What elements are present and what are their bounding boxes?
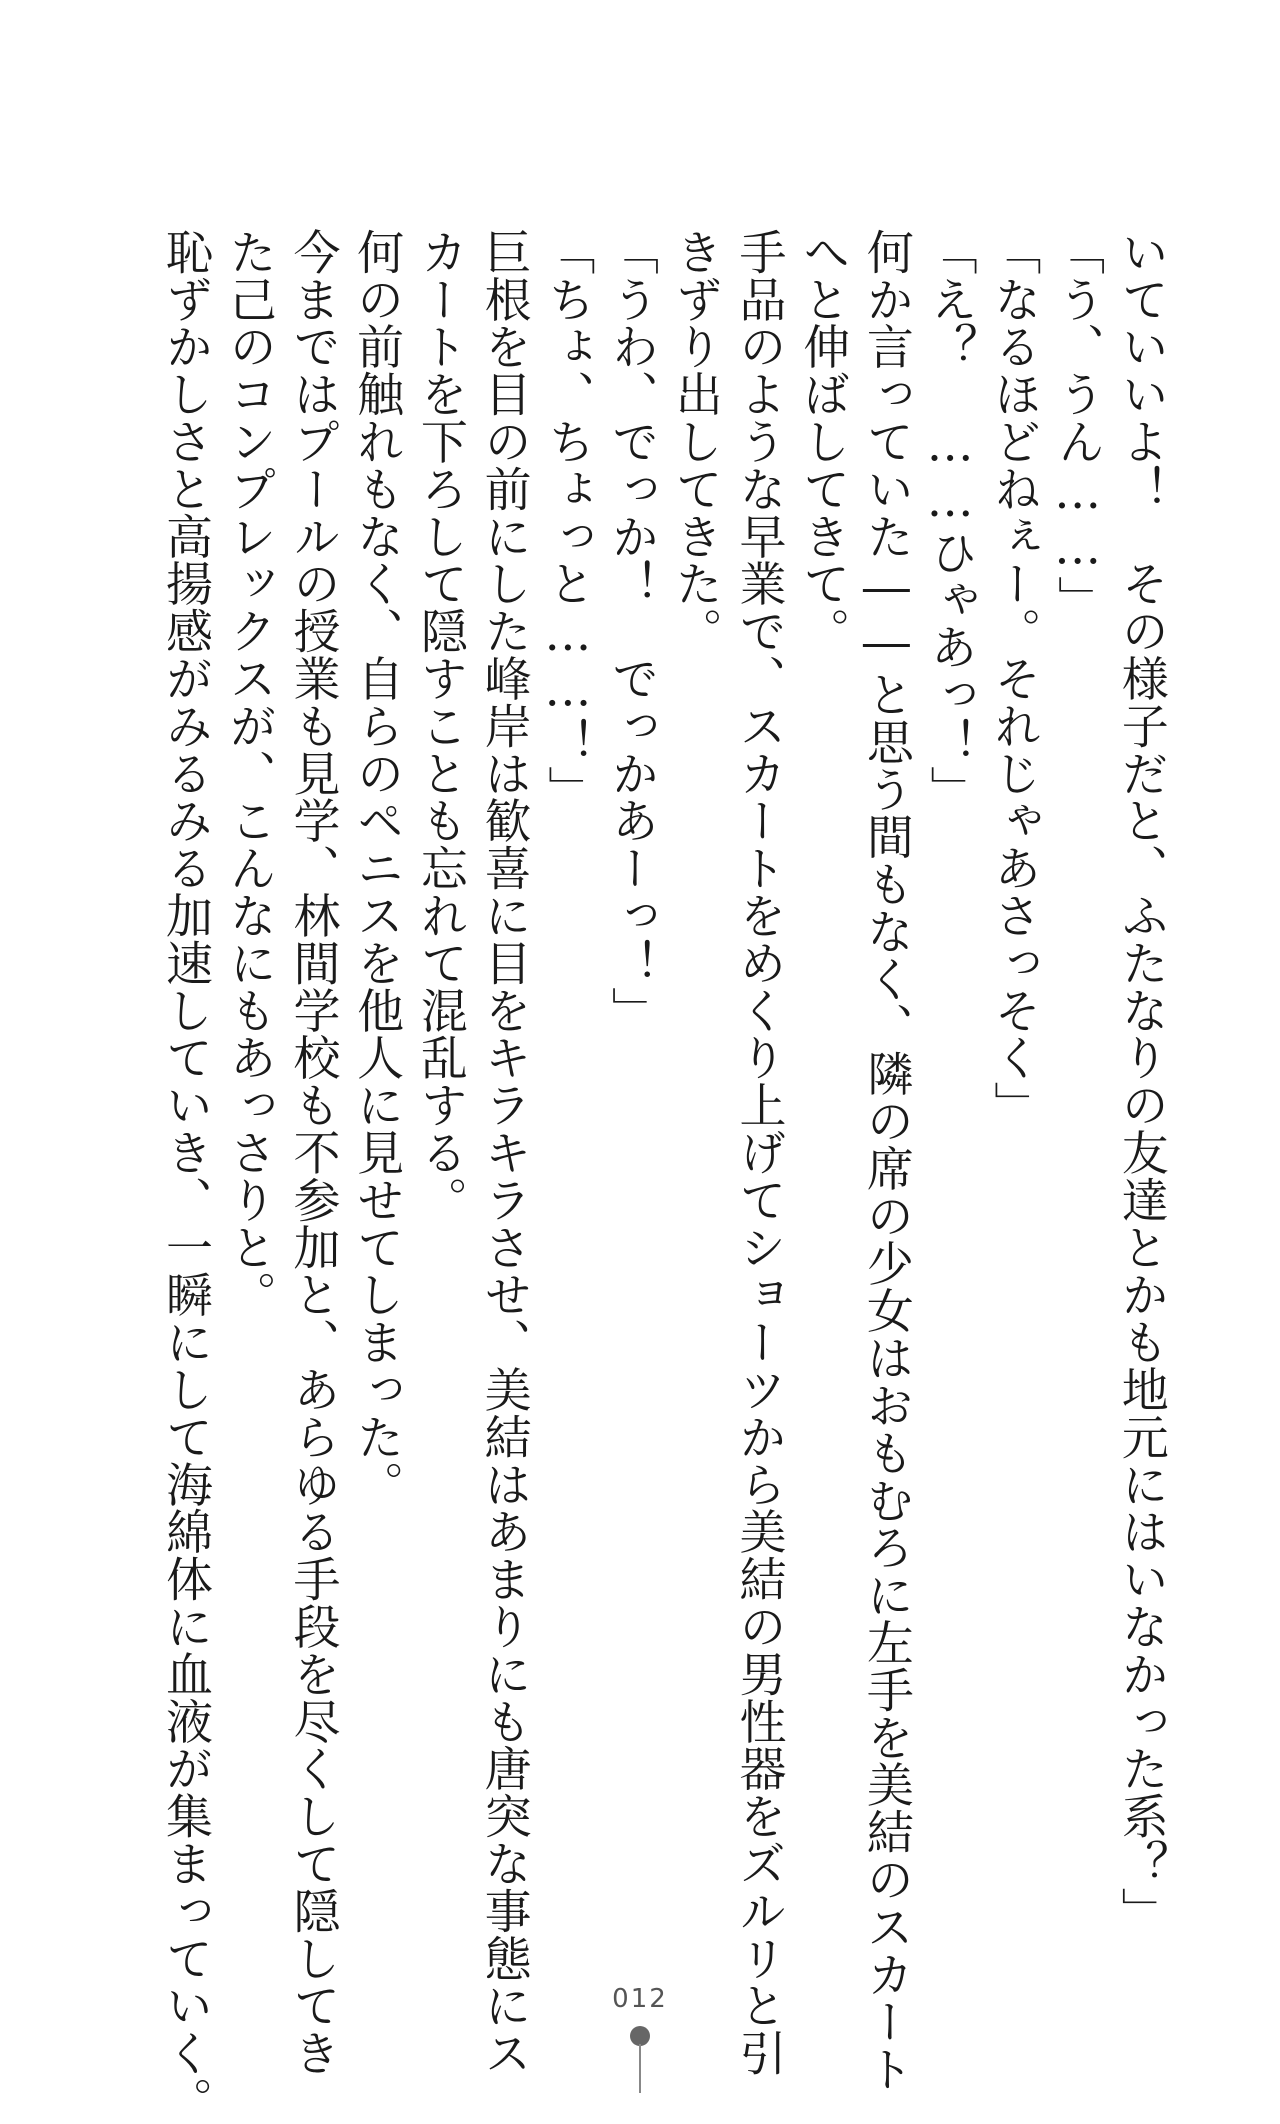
text-column: いていいよ！ その様子だと、ふたなりの友達とかも地元にはいなかった系？」: [1113, 228, 1169, 1935]
text-column: 「う、うん……」: [1050, 228, 1106, 624]
text-column: 「なるほどねぇー。それじゃあさっそく」: [986, 228, 1042, 1129]
text-column: 巨根を目の前にした峰岸は歓喜に目をキラキラさせ、美結はあまりにも唐突な事態にス: [476, 228, 532, 2077]
text-column: 手品のような早業で、スカートをめくり上げてショーツから美結の男性器をズルリと引: [731, 228, 787, 2077]
text-column: 今まではプールの授業も見学、林間学校も不参加と、あらゆる手段を尽くして隠してき: [285, 228, 341, 2077]
page-number: 012: [612, 1984, 668, 2014]
text-column: カートを下ろして隠すことも忘れて混乱する。: [412, 228, 468, 1224]
page-marker-line: [639, 2044, 641, 2093]
text-column: 「うわ、でっか！ でっかあーっ！」: [604, 228, 660, 1034]
text-column: 何か言っていた――と思う間もなく、隣の席の少女はおもむろに左手を美結のスカート: [858, 228, 914, 2093]
text-column: きずり出してきた。: [667, 228, 723, 655]
text-column: 恥ずかしさと高揚感がみるみる加速していき、一瞬にして海綿体に血液が集まっていく。: [158, 228, 213, 2124]
text-column: 「ちょ、ちょっと……！」: [540, 228, 596, 813]
text-column: へと伸ばしてきて。: [795, 228, 851, 655]
text-column: 何の前触れもなく、自らのペニスを他人に見せてしまった。: [349, 228, 405, 1508]
text-column: 「え？ ……ひゃあっ！」: [922, 228, 978, 813]
text-column: た己のコンプレックスが、こんなにもあっさりと。: [221, 228, 277, 1319]
page-marker-dot-icon: [630, 2026, 650, 2046]
